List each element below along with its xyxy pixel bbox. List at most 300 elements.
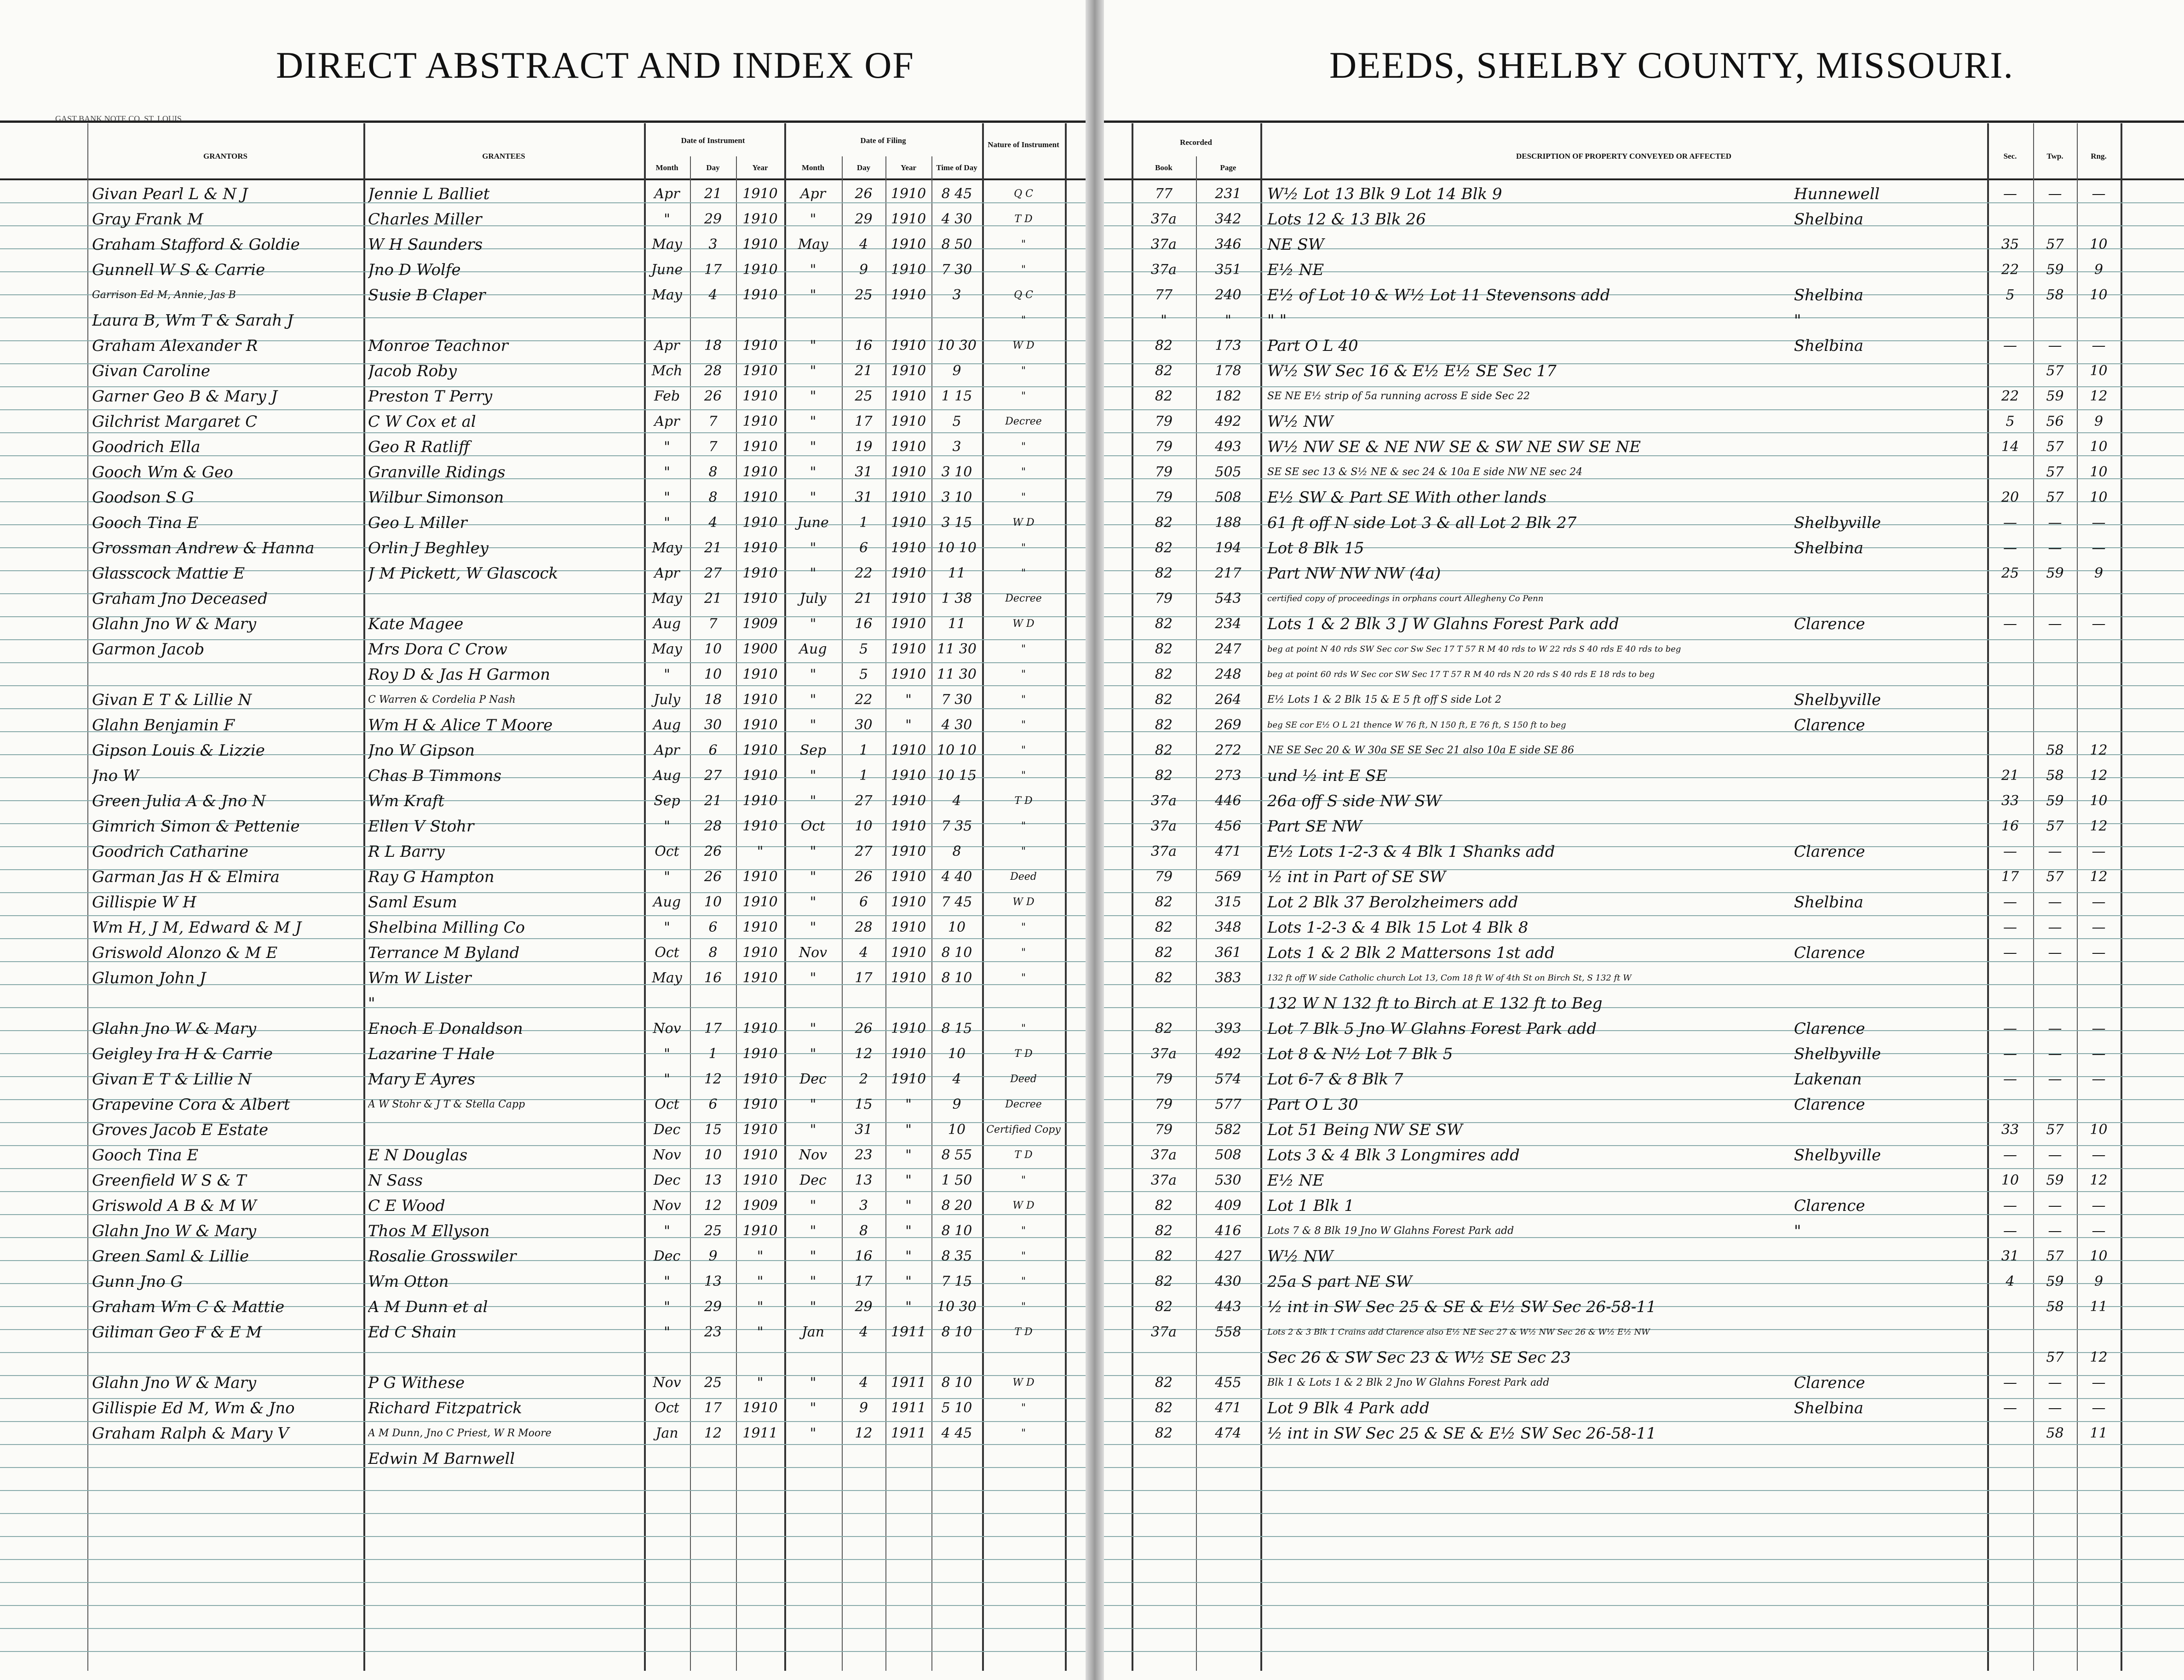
twp-cell: 59: [2046, 262, 2064, 278]
sec-cell: 4: [2006, 1273, 2015, 1290]
rng-cell: —: [2092, 1147, 2106, 1163]
book-cell: 79: [1155, 413, 1173, 430]
nature-cell: ": [1021, 922, 1026, 933]
sec-cell: 10: [2001, 1172, 2019, 1188]
filing-year-cell: 1910: [891, 515, 926, 531]
instrument-day-cell: 27: [704, 565, 722, 581]
instrument-day-cell: 29: [704, 1299, 722, 1315]
table-row: [0, 1017, 1086, 1040]
filing-year-cell: [885, 310, 931, 331]
filing-day-cell: 16: [855, 1248, 873, 1264]
instrument-year-cell: 1910: [742, 287, 778, 303]
page-cell: 430: [1215, 1273, 1241, 1290]
sec-cell: 14: [2001, 439, 2019, 455]
table-row: [0, 309, 1086, 332]
filing-day-cell: 1: [859, 742, 868, 758]
book-cell: [1132, 1449, 1196, 1469]
filing-day-cell: 9: [859, 262, 868, 278]
filing-time-cell: 1 15: [941, 388, 972, 404]
grantee-cell: Jno D Wolfe: [368, 261, 461, 279]
table-row: [0, 460, 1086, 483]
grantor-cell: Gillispie W H: [92, 893, 197, 912]
book-cell: 82: [1155, 919, 1173, 935]
instrument-year-cell: 1910: [742, 894, 778, 910]
description-cell: Lot 2 Blk 37 Berolzheimers add: [1267, 893, 1518, 912]
instrument-year-cell: 1910: [742, 818, 778, 834]
grantee-cell: Ray G Hampton: [368, 868, 494, 886]
filing-day-cell: 16: [855, 616, 873, 632]
twp-cell: —: [2048, 945, 2062, 961]
description-cell: E½ Lots 1 & 2 Blk 15 & E 5 ft off S side Lot 2: [1267, 694, 1502, 705]
instrument-year-cell: 1910: [742, 1122, 778, 1138]
table-row: [0, 258, 1086, 281]
filing-month-cell: ": [810, 388, 816, 404]
nature-cell: ": [1021, 820, 1026, 832]
twp-cell: 59: [2046, 1172, 2064, 1188]
book-cell: 82: [1155, 717, 1173, 733]
table-row: [0, 840, 1086, 863]
twp-cell: —: [2048, 894, 2062, 910]
filing-time-cell: 5 10: [941, 1400, 972, 1416]
instrument-day-cell: 26: [704, 869, 722, 885]
instrument-day-cell: 13: [704, 1273, 722, 1290]
filing-day-cell: 21: [855, 591, 873, 607]
filing-day-cell: 21: [855, 363, 873, 379]
rng-cell: 11: [2090, 1299, 2108, 1315]
instrument-day-cell: 28: [704, 363, 722, 379]
instrument-month-cell: Apr: [654, 338, 680, 354]
table-row: [0, 1042, 1086, 1065]
filing-year-cell: ": [905, 717, 912, 733]
sec-cell: [1987, 1347, 2033, 1368]
page-cell: 348: [1215, 919, 1241, 935]
instrument-day-cell: 21: [704, 540, 722, 556]
filing-year-cell: ": [905, 1096, 912, 1112]
grantee-cell: E N Douglas: [368, 1146, 468, 1164]
table-row: [1104, 890, 2184, 913]
town-cell: [1794, 386, 1985, 407]
table-row: [0, 890, 1086, 913]
filing-day-cell: 10: [855, 818, 873, 834]
book-gutter: [1086, 0, 1104, 1680]
sec-cell: —: [2003, 894, 2017, 910]
filing-time-cell: 10 10: [937, 540, 977, 556]
filing-month-cell: ": [810, 843, 816, 860]
table-row: [1104, 840, 2184, 863]
instrument-year-cell: 1910: [742, 970, 778, 986]
filing-time-cell: 1 38: [941, 591, 972, 607]
twp-cell: —: [2048, 1223, 2062, 1239]
town-cell: Shelbyville: [1794, 514, 1881, 532]
book-cell: 82: [1155, 1299, 1173, 1315]
instrument-month-header: Month: [655, 163, 678, 172]
filing-day-cell: 22: [855, 565, 873, 581]
table-row: [0, 435, 1086, 458]
grantee-cell: ": [368, 994, 375, 1013]
filing-time-cell: 3 15: [941, 515, 972, 531]
filing-time-cell: 7 15: [941, 1273, 972, 1290]
description-cell: " ": [1267, 311, 1287, 330]
rng-cell: 10: [2090, 489, 2108, 505]
grantor-cell: Glasscock Mattie E: [92, 564, 245, 583]
instrument-year-cell: 1910: [742, 869, 778, 885]
town-cell: [1794, 1423, 1985, 1444]
rng-cell: [2077, 209, 2121, 229]
table-row: [0, 739, 1086, 762]
table-row: [0, 1169, 1086, 1192]
grantor-cell: Laura B, Wm T & Sarah J: [92, 311, 293, 330]
instrument-day-cell: 1: [708, 1046, 718, 1062]
page-cell: [1196, 993, 1260, 1014]
instrument-day-cell: 10: [704, 666, 722, 682]
page-cell: 474: [1215, 1425, 1241, 1441]
description-cell: Lot 51 Being NW SE SW: [1267, 1121, 1463, 1139]
description-cell: Lots 1 & 2 Blk 3 J W Glahns Forest Park add: [1267, 615, 1619, 633]
rng-cell: —: [2092, 894, 2106, 910]
table-row: [0, 1396, 1086, 1419]
table-row: [0, 1320, 1086, 1343]
filing-month-cell: ": [810, 489, 816, 505]
town-cell: Shelbyville: [1794, 1146, 1881, 1164]
filing-month-cell: Nov: [799, 1147, 828, 1163]
book-cell: 37a: [1150, 1324, 1177, 1340]
instrument-month-cell: ": [664, 211, 670, 227]
rng-cell: [2077, 639, 2121, 659]
grantor-cell: Givan Pearl L & N J: [92, 185, 248, 203]
description-cell: und ½ int E SE: [1267, 767, 1388, 785]
instrument-day-cell: 26: [704, 388, 722, 404]
town-cell: Shelbina: [1794, 337, 1863, 355]
grantee-cell: N Sass: [368, 1171, 423, 1190]
instrument-month-cell: Feb: [654, 388, 680, 404]
grantor-cell: Gooch Tina E: [92, 1146, 199, 1164]
instrument-month-cell: ": [664, 489, 670, 505]
page-cell: [1196, 1347, 1260, 1368]
filing-day-cell: 26: [855, 186, 873, 202]
rng-cell: 11: [2090, 1425, 2108, 1441]
instrument-day-cell: 17: [704, 1021, 722, 1037]
filing-year-cell: ": [905, 1273, 912, 1290]
filing-year-cell: 1910: [891, 843, 926, 860]
town-cell: [1794, 1246, 1985, 1267]
page-header: Page: [1220, 163, 1236, 172]
grantor-cell: Glahn Jno W & Mary: [92, 615, 257, 633]
instrument-month-cell: May: [652, 236, 682, 252]
filing-month-cell: [784, 1449, 842, 1469]
filing-time-cell: 8 55: [941, 1147, 972, 1163]
table-row: [1104, 637, 2184, 660]
instrument-day-cell: 21: [704, 793, 722, 809]
filing-time-cell: 4: [952, 793, 961, 809]
filing-time-cell: [931, 993, 982, 1014]
grantor-cell: Garman Jas H & Elmira: [92, 868, 280, 886]
instrument-month-cell: Oct: [655, 945, 679, 961]
filing-year-cell: 1910: [891, 768, 926, 784]
book-cell: 77: [1155, 186, 1173, 202]
town-cell: Clarence: [1794, 716, 1865, 734]
town-cell: Clarence: [1794, 1020, 1865, 1038]
grantor-cell: Green Julia A & Jno N: [92, 792, 266, 810]
table-row: [0, 1371, 1086, 1394]
description-cell: ½ int in SW Sec 25 & SE & E½ SW Sec 26-58-11: [1267, 1424, 1656, 1443]
grantor-cell: Givan E T & Lillie N: [92, 691, 252, 709]
instrument-year-cell: 1910: [742, 742, 778, 758]
filing-day-cell: 28: [855, 919, 873, 935]
filing-day-cell: 25: [855, 388, 873, 404]
twp-cell: [2033, 589, 2077, 609]
grantee-cell: Lazarine T Hale: [368, 1045, 495, 1063]
instrument-year-cell: 1910: [742, 666, 778, 682]
filing-time-cell: 4 45: [941, 1425, 972, 1441]
instrument-day-cell: [690, 1449, 736, 1469]
grantee-cell: Jacob Roby: [368, 362, 457, 380]
page-cell: 217: [1215, 565, 1241, 581]
sec-cell: [1987, 1095, 2033, 1115]
book-cell: 37a: [1150, 1147, 1177, 1163]
instrument-month-cell: Oct: [655, 843, 679, 860]
filing-month-cell: ": [810, 287, 816, 303]
table-row: [0, 713, 1086, 736]
filing-year-cell: 1911: [891, 1425, 926, 1441]
grantor-cell: Gipson Louis & Lizzie: [92, 741, 265, 760]
filing-year-cell: 1910: [891, 894, 926, 910]
page-cell: 269: [1215, 717, 1241, 733]
table-row: [1104, 562, 2184, 585]
grantee-cell: Jno W Gipson: [368, 741, 475, 760]
table-row: [1104, 1169, 2184, 1192]
book-cell: 82: [1155, 1273, 1173, 1290]
description-cell: NE SW: [1267, 235, 1324, 254]
instrument-day-cell: 17: [704, 1400, 722, 1416]
grantee-cell: Wm Otton: [368, 1273, 449, 1291]
right-page: [1104, 0, 2184, 1680]
sec-cell: —: [2003, 919, 2017, 935]
sec-cell: —: [2003, 945, 2017, 961]
town-cell: [1794, 791, 1985, 811]
table-row: [1104, 1371, 2184, 1394]
instrument-day-cell: 29: [704, 211, 722, 227]
grantor-cell: Garrison Ed M, Annie, Jas B: [92, 289, 236, 301]
page-cell: 530: [1215, 1172, 1241, 1188]
grantor-cell: Green Saml & Lillie: [92, 1247, 249, 1266]
town-cell: [1794, 235, 1985, 255]
filing-month-cell: ": [810, 1198, 816, 1214]
filing-year-cell: 1910: [891, 413, 926, 430]
filing-day-cell: 26: [855, 1021, 873, 1037]
left-page-title: DIRECT ABSTRACT AND INDEX OF: [276, 44, 914, 86]
filing-time-cell: 11 30: [937, 666, 977, 682]
instrument-year-cell: 1910: [742, 464, 778, 480]
filing-time-cell: 10 30: [937, 338, 977, 354]
date-of-instrument-header: Date of Instrument: [681, 136, 745, 145]
printer-mark: GAST BANK NOTE CO. ST. LOUIS: [55, 114, 182, 123]
rng-header: Rng.: [2091, 152, 2107, 161]
book-cell: 79: [1155, 439, 1173, 455]
instrument-year-cell: 1910: [742, 768, 778, 784]
table-row: [1104, 1396, 2184, 1419]
town-cell: Clarence: [1794, 1197, 1865, 1215]
nature-cell: W D: [1012, 896, 1035, 908]
twp-cell: 57: [2046, 489, 2064, 505]
filing-day-cell: 29: [855, 1299, 873, 1315]
instrument-month-cell: Mch: [651, 363, 683, 379]
table-row: [1104, 814, 2184, 837]
filing-year-cell: 1910: [891, 464, 926, 480]
instrument-day-cell: 12: [704, 1198, 722, 1214]
filing-time-cell: 4 30: [941, 717, 972, 733]
description-cell: Lots 7 & 8 Blk 19 Jno W Glahns Forest Park add: [1267, 1225, 1514, 1237]
instrument-month-cell: [644, 993, 690, 1014]
filing-time-cell: 4 30: [941, 211, 972, 227]
rng-cell: —: [2092, 515, 2106, 531]
nature-cell: Decree: [1005, 593, 1042, 604]
filing-month-cell: ": [810, 717, 816, 733]
book-cell: 82: [1155, 616, 1173, 632]
instrument-day-cell: 7: [708, 616, 718, 632]
nature-cell: Decree: [1005, 1099, 1042, 1110]
twp-cell: 58: [2046, 1299, 2064, 1315]
instrument-day-cell: 21: [704, 591, 722, 607]
grantor-cell: Glahn Jno W & Mary: [92, 1222, 257, 1240]
rng-cell: —: [2092, 338, 2106, 354]
rng-cell: [2077, 310, 2121, 331]
description-cell: Lots 1 & 2 Blk 2 Mattersons 1st add: [1267, 944, 1555, 962]
rng-cell: 9: [2094, 1273, 2104, 1290]
filing-year-cell: [885, 1449, 931, 1469]
grantor-cell: Garner Geo B & Mary J: [92, 387, 278, 406]
table-row: [1104, 536, 2184, 559]
table-row: [0, 1295, 1086, 1318]
filing-month-cell: ": [810, 1375, 816, 1391]
instrument-day-cell: 18: [704, 692, 722, 708]
book-cell: 79: [1155, 1122, 1173, 1138]
filing-month-cell: ": [810, 464, 816, 480]
instrument-year-cell: 1910: [742, 1223, 778, 1239]
filing-month-cell: ": [810, 666, 816, 682]
town-cell: Clarence: [1794, 1095, 1865, 1114]
instrument-day-cell: 10: [704, 641, 722, 657]
twp-cell: —: [2048, 616, 2062, 632]
nature-cell: W D: [1012, 517, 1035, 528]
table-row: [1104, 992, 2184, 1015]
instrument-month-cell: May: [652, 970, 682, 986]
instrument-month-cell: ": [664, 515, 670, 531]
book-cell: 79: [1155, 1096, 1173, 1112]
town-cell: Shelbina: [1794, 893, 1863, 912]
rng-cell: —: [2092, 186, 2106, 202]
table-row: [1104, 1295, 2184, 1318]
table-row: [0, 789, 1086, 812]
filing-month-cell: ": [810, 1096, 816, 1112]
filing-month-cell: ": [810, 540, 816, 556]
nature-cell: ": [1021, 770, 1026, 781]
instrument-day-cell: 16: [704, 970, 722, 986]
filing-month-cell: Dec: [799, 1071, 827, 1087]
grantee-cell: Wm Kraft: [368, 792, 445, 810]
table-row: [1104, 1093, 2184, 1116]
table-row: [1104, 1244, 2184, 1267]
filing-day-cell: 26: [855, 869, 873, 885]
filing-time-cell: 8 50: [941, 236, 972, 252]
sec-cell: —: [2003, 1147, 2017, 1163]
table-row: [1104, 612, 2184, 635]
nature-of-instrument-header: Nature of Instrument: [988, 140, 1059, 149]
grantor-cell: Gilchrist Margaret C: [92, 413, 258, 431]
right-ledger-rows: [1104, 180, 2184, 1666]
instrument-month-cell: May: [652, 287, 682, 303]
instrument-year-cell: 1910: [742, 388, 778, 404]
grantee-cell: A M Dunn et al: [368, 1298, 488, 1316]
nature-cell: ": [1021, 390, 1026, 402]
instrument-day-header: Day: [706, 163, 720, 172]
sec-cell: [1987, 589, 2033, 609]
nature-cell: ": [1021, 669, 1026, 680]
description-cell: 26a off S side NW SW: [1267, 792, 1442, 810]
instrument-year-cell: ": [757, 1299, 764, 1315]
grantee-cell: Ed C Shain: [368, 1323, 457, 1342]
nature-cell: ": [1021, 441, 1026, 453]
twp-cell: 59: [2046, 388, 2064, 404]
book-cell: 82: [1155, 1425, 1173, 1441]
twp-cell: —: [2048, 1400, 2062, 1416]
page-cell: 455: [1215, 1375, 1241, 1391]
table-row: [1104, 334, 2184, 357]
filing-month-cell: [784, 310, 842, 331]
book-cell: [1132, 993, 1196, 1014]
instrument-year-cell: 1911: [742, 1425, 778, 1441]
page-cell: 247: [1215, 641, 1241, 657]
grantor-cell: Goodrich Ella: [92, 438, 201, 456]
rng-cell: 10: [2090, 1122, 2108, 1138]
filing-month-cell: ": [810, 211, 816, 227]
book-cell: 82: [1155, 1198, 1173, 1214]
description-cell: 61 ft off N side Lot 3 & all Lot 2 Blk 27: [1267, 514, 1577, 532]
filing-time-header: Time of Day: [936, 163, 977, 172]
filing-month-cell: ": [810, 869, 816, 885]
town-cell: Shelbina: [1794, 286, 1863, 304]
filing-year-cell: 1910: [891, 793, 926, 809]
nature-cell: T D: [1014, 795, 1033, 807]
rng-cell: —: [2092, 919, 2106, 935]
filing-day-cell: 3: [859, 1198, 868, 1214]
nature-cell: T D: [1014, 1048, 1033, 1060]
town-cell: [1794, 563, 1985, 584]
town-cell: ": [1794, 1222, 1801, 1240]
table-row: [1104, 789, 2184, 812]
left-ledger-rows: [0, 180, 1086, 1666]
description-cell: beg at point N 40 rds SW Sec cor Sw Sec 17 T 57 R M 40 rds to W 22 rds S 40 rds E 40 rds to beg: [1267, 644, 1681, 654]
filing-time-cell: 7 45: [941, 894, 972, 910]
twp-cell: [2033, 310, 2077, 331]
description-cell: [1267, 1449, 1792, 1469]
town-cell: Clarence: [1794, 843, 1865, 861]
grantor-cell: Gunn Jno G: [92, 1273, 183, 1291]
twp-cell: 57: [2046, 1349, 2064, 1365]
filing-time-cell: [931, 1449, 982, 1469]
header-rule: [1104, 120, 2184, 123]
filing-time-cell: 3 10: [941, 489, 972, 505]
sec-cell: [1987, 361, 2033, 381]
twp-cell: [2033, 639, 2077, 659]
rng-cell: [2077, 1449, 2121, 1469]
sec-cell: [1987, 639, 2033, 659]
description-cell: SE NE E½ strip of 5a running across E side Sec 22: [1267, 390, 1530, 402]
book-cell: 37a: [1150, 818, 1177, 834]
table-row: [0, 916, 1086, 939]
filing-time-cell: 11: [948, 616, 966, 632]
town-cell: [1794, 589, 1985, 609]
table-row: [1104, 587, 2184, 610]
